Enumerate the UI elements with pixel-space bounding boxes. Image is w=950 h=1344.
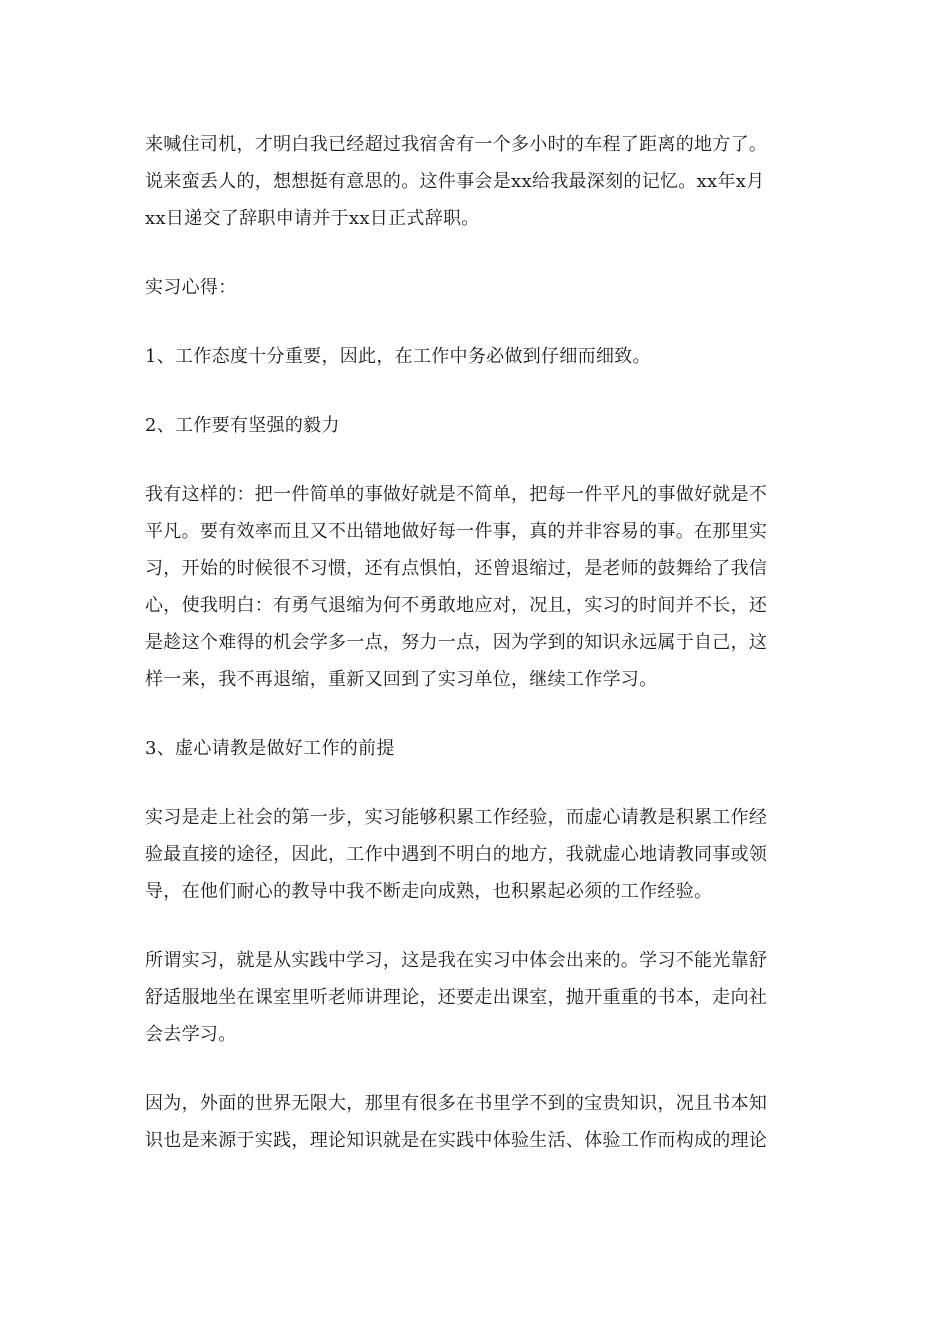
text-line: 验最直接的途径，因此，工作中遇到不明白的地方，我就虚心地请教同事或领	[145, 844, 768, 865]
paragraph-perseverance	[145, 476, 810, 698]
text-line: 平凡。要有效率而且又不出错地做好每一件事，真的并非容易的事。在那里实	[145, 521, 768, 542]
text-line: 1、工作态度十分重要，因此，在工作中务必做到仔细而细致。	[145, 346, 651, 367]
text-line: 是趁这个难得的机会学多一点，努力一点，因为学到的知识永远属于自己，这	[145, 632, 768, 653]
point-2-heading	[145, 407, 810, 444]
text-line: 识也是来源于实践，理论知识就是在实践中体验生活、体验工作而构成的理论	[145, 1130, 768, 1151]
text-line: 实习是走上社会的第一步，实习能够积累工作经验，而虚心请教是积累工作经	[145, 807, 768, 828]
text-line: 来喊住司机，才明白我已经超过我宿舍有一个多小时的车程了距离的地方了。	[145, 134, 768, 155]
text-line: 2、工作要有坚强的毅力	[145, 415, 340, 436]
text-line: xx日递交了辞职申请并于xx日正式辞职。	[145, 208, 480, 229]
text-line: 样一来，我不再退缩，重新又回到了实习单位，继续工作学习。	[145, 669, 658, 690]
text-line: 习，开始的时候很不习惯，还有点惧怕，还曾退缩过，是老师的鼓舞给了我信	[145, 558, 768, 579]
point-3-heading	[145, 730, 810, 767]
text-line: 3、虚心请教是做好工作的前提	[145, 738, 395, 759]
document-body	[145, 126, 810, 1191]
text-line: 所谓实习，就是从实践中学习，这是我在实习中体会出来的。学习不能光靠舒	[145, 950, 768, 971]
text-line: 我有这样的：把一件简单的事做好就是不简单，把每一件平凡的事做好就是不	[145, 484, 768, 505]
paragraph-ask-for-advice	[145, 799, 810, 910]
text-line: 因为，外面的世界无限大，那里有很多在书里学不到的宝贵知识，况且书本知	[145, 1093, 768, 1114]
text-line: 心，使我明白：有勇气退缩为何不勇敢地应对，况且，实习的时间并不长，还	[145, 595, 768, 616]
point-1	[145, 338, 810, 375]
text-line: 说来蛮丢人的，想想挺有意思的。这件事会是xx给我最深刻的记忆。xx年x月	[145, 171, 765, 192]
text-line: 舒适服地坐在课室里听老师讲理论，还要走出课室，抛开重重的书本，走向社	[145, 987, 768, 1008]
text-line: 会去学习。	[145, 1024, 237, 1045]
paragraph-story-ending	[145, 126, 810, 237]
section-heading-internship-insights	[145, 269, 810, 306]
paragraph-learning-from-practice	[145, 942, 810, 1053]
text-line: 导，在他们耐心的教导中我不断走向成熟，也积累起必须的工作经验。	[145, 881, 713, 902]
paragraph-outside-world	[145, 1085, 810, 1159]
heading-line: 实习心得：	[145, 277, 237, 298]
